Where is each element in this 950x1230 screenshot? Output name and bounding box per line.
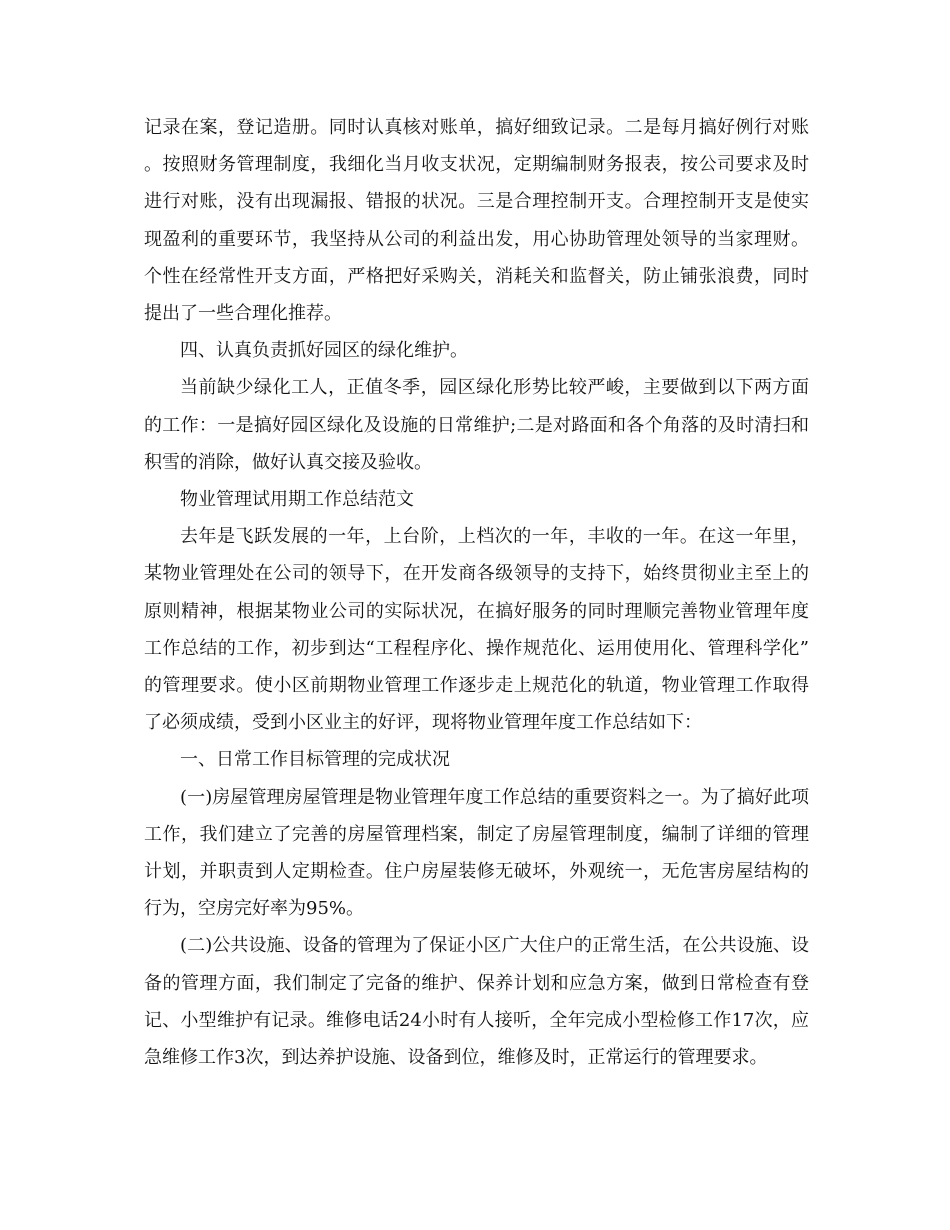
section-heading-greening: 四、认真负责抓好园区的绿化维护。 — [180, 340, 468, 362]
section-heading-daily-goals: 一、日常工作目标管理的完成状况 — [180, 749, 450, 771]
para-year-overview: 去年是飞跃发展的一年，上台阶，上档次的一年，丰收的一年。在这一年里，某物业管理处在公司的领导下，在开发商各级领导的支持下，始终贯彻业主至上的原则精神，根据某物业公司的实际状况，在搞好服务的同时理顺完善物业管理年度工作总结的工作，初步到达“工程程序化、操作规范化、运用使用化、管理科学化”的管理要求。使小区前期物业管理工作逐步走上规范化的轨道，物业管理工作取得了必须成绩，受到小区业主的好评，现将物业管理年度工作总结如下： — [144, 526, 809, 734]
document-title-probation-summary: 物业管理试用期工作总结范文 — [180, 489, 414, 511]
para-housing-management: (一)房屋管理房屋管理是物业管理年度工作总结的重要资料之一。为了搞好此项工作，我们建立了完善的房屋管理档案，制定了房屋管理制度，编制了详细的管理计划，并职责到人定期检查。住户房屋装修无破坏，外观统一，无危害房屋结构的行为，空房完好率为95%。 — [144, 786, 809, 920]
document-body — [144, 109, 809, 1076]
para-greening: 当前缺少绿化工人，正值冬季，园区绿化形势比较严峻，主要做到以下两方面的工作：一是搞好园区绿化及设施的日常维护;二是对路面和各个角落的及时清扫和积雪的消除，做好认真交接及验收。 — [144, 377, 809, 473]
para-public-facilities: (二)公共设施、设备的管理为了保证小区广大住户的正常生活，在公共设施、设备的管理方面，我们制定了完备的维护、保养计划和应急方案，做到日常检查有登记、小型维护有记录。维修电话24小时有人接听，全年完成小型检修工作17次，应急维修工作3次，到达养护设施、设备到位，维修及时，正常运行的管理要求。 — [144, 935, 809, 1069]
para-continuation-finance: 记录在案，登记造册。同时认真核对账单，搞好细致记录。二是每月搞好例行对账。按照财务管理制度，我细化当月收支状况，定期编制财务报表，按公司要求及时进行对账，没有出现漏报、错报的状况。三是合理控制开支。合理控制开支是使实现盈利的重要环节，我坚持从公司的利益出发，用心协助管理处领导的当家理财。个性在经常性开支方面，严格把好采购关，消耗关和监督关，防止铺张浪费，同时提出了一些合理化推荐。 — [144, 117, 809, 325]
